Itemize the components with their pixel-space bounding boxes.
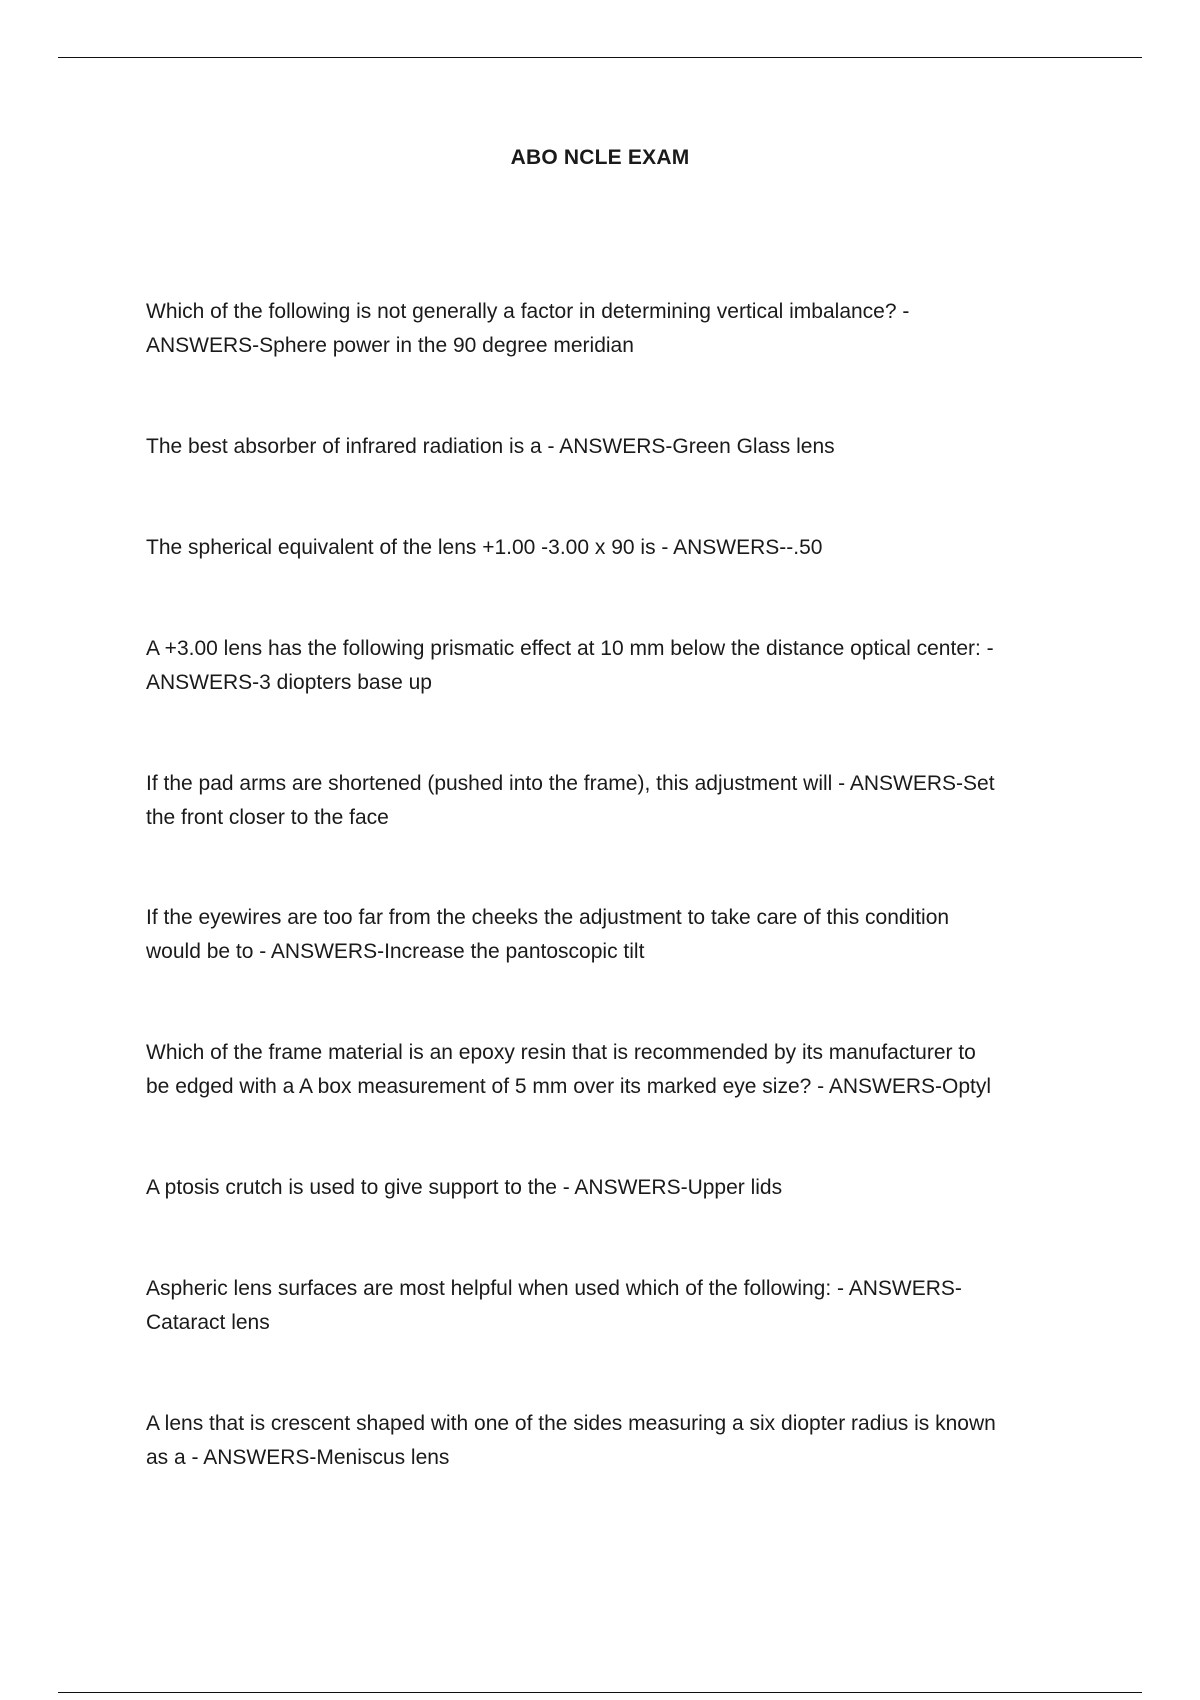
question-item: Which of the following is not generally a factor in determining vertical imbalance? - ANSWERS-Sphere power in the 90 degree meridian (146, 300, 910, 357)
question-item: The best absorber of infrared radiation is a - ANSWERS-Green Glass lens (146, 435, 835, 458)
question-item: Which of the frame material is an epoxy resin that is recommended by its manufacturer to be edged with a A box measurement of 5 mm over its marked eye size? - ANSWERS-Optyl (146, 1041, 992, 1098)
question-item: Aspheric lens surfaces are most helpful when used which of the following: - ANSWERS- Cataract lens (146, 1277, 962, 1334)
question-item: A +3.00 lens has the following prismatic effect at 10 mm below the distance optical center: - ANSWERS-3 diopters base up (146, 637, 994, 694)
question-item: If the eyewires are too far from the cheeks the adjustment to take care of this condition would be to - ANSWERS-Increase the pantoscopic tilt (146, 906, 950, 963)
bottom-rule (58, 1692, 1142, 1693)
document-title: ABO NCLE EXAM (510, 146, 690, 169)
question-item: A lens that is crescent shaped with one of the sides measuring a six diopter radius is known as a - ANSWERS-Meniscus lens (146, 1412, 996, 1469)
question-item: The spherical equivalent of the lens +1.00 -3.00 x 90 is - ANSWERS--.50 (146, 536, 823, 559)
question-item: A ptosis crutch is used to give support to the - ANSWERS-Upper lids (146, 1176, 783, 1199)
question-item: If the pad arms are shortened (pushed into the frame), this adjustment will - ANSWERS-Set the front closer to the face (146, 772, 995, 829)
top-rule (58, 57, 1142, 58)
